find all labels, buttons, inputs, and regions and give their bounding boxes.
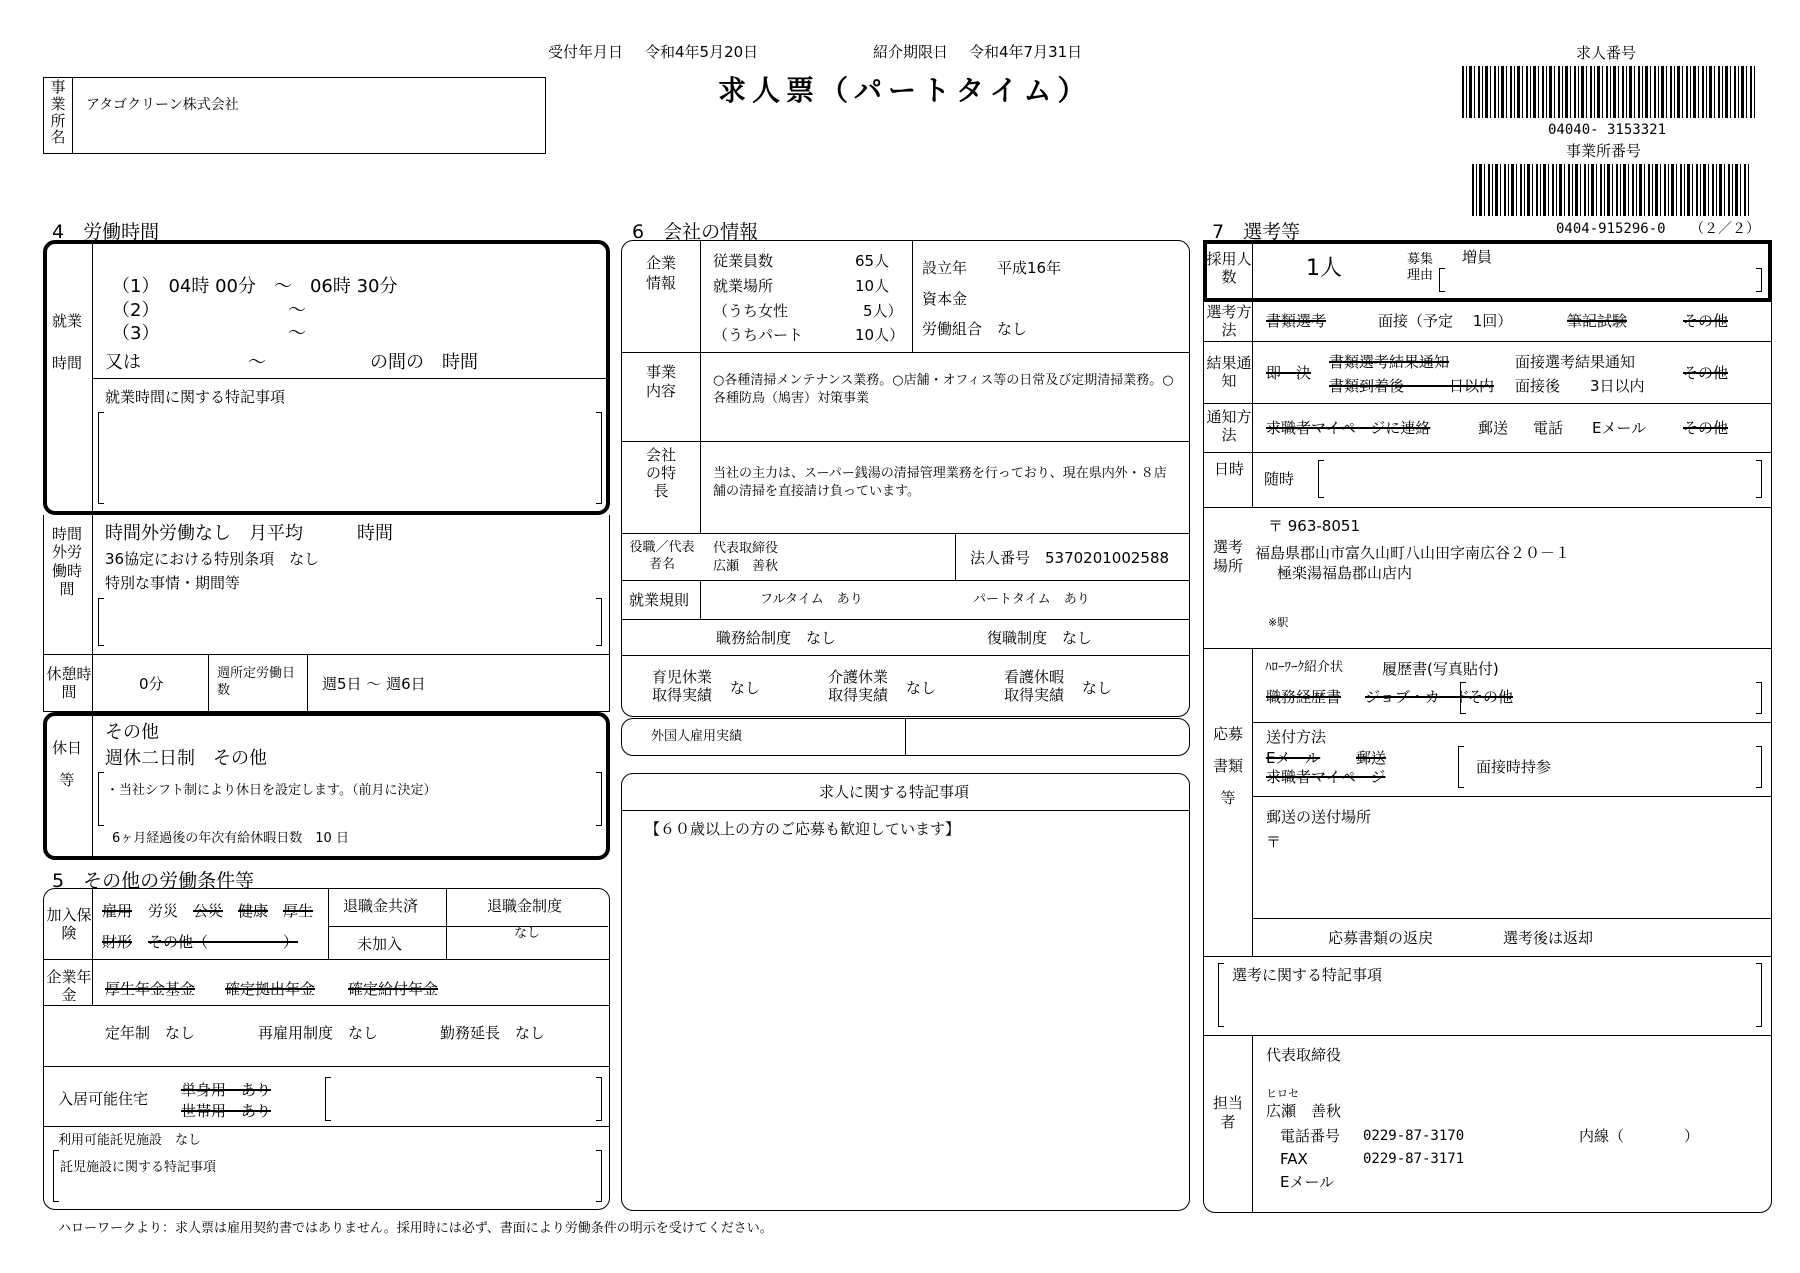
holiday2: 週休二日制 その他 bbox=[105, 748, 267, 769]
send-label: 送付方法 bbox=[1266, 728, 1327, 746]
ins-kenko: 健康 bbox=[238, 902, 269, 920]
overtime-value: 時間外労働なし 月平均 時間 bbox=[105, 523, 393, 544]
part-label: （うちパート bbox=[713, 326, 804, 344]
tel-label: 電話番号 bbox=[1280, 1127, 1341, 1145]
company-box bbox=[43, 77, 546, 154]
selection-note: 選考に関する特記事項 bbox=[1232, 966, 1383, 984]
ext: 内線（ ） bbox=[1579, 1127, 1700, 1145]
rehire: 再雇用制度 なし bbox=[258, 1024, 379, 1042]
reception-label: 受付年月日 bbox=[548, 43, 624, 61]
return-label: 応募書類の返戻 bbox=[1328, 929, 1434, 947]
company-name: アタゴクリーン株式会社 bbox=[86, 97, 239, 113]
pension1: 厚生年金基金 bbox=[105, 980, 196, 998]
business-label: 事業内容 bbox=[646, 363, 677, 400]
care-leave-label: 看護休暇取得実績 bbox=[1004, 668, 1065, 704]
work-hours-label: 就業時間 bbox=[52, 312, 83, 372]
notify-mail: 郵送 bbox=[1478, 419, 1509, 437]
rep-name: 広瀬 善秋 bbox=[713, 559, 779, 574]
page-title: 求人票（パートタイム） bbox=[718, 74, 1092, 107]
docs-label: 応募書類等 bbox=[1213, 725, 1244, 807]
method-label: 選考方法 bbox=[1206, 303, 1252, 339]
rules-full: フルタイム あり bbox=[760, 592, 863, 607]
founded: 設立年 平成16年 bbox=[922, 259, 1062, 277]
doc-career: 職務経歴書 bbox=[1266, 688, 1342, 706]
result-label: 結果通知 bbox=[1206, 354, 1252, 390]
retire-mutual-label: 退職金共済 bbox=[343, 897, 419, 915]
notify-email: Eメール bbox=[1592, 419, 1647, 437]
rep-label: 役職／代表者名 bbox=[629, 540, 695, 572]
weekly-days-label: 週所定労働日数 bbox=[217, 666, 296, 698]
date-label: 日時 bbox=[1213, 460, 1244, 478]
hire-count: 1人 bbox=[1306, 256, 1342, 281]
special-notes-box bbox=[621, 773, 1190, 1211]
housing1: 単身用 あり bbox=[181, 1081, 272, 1099]
extension: 勤務延長 なし bbox=[440, 1024, 546, 1042]
break-label: 休憩時間 bbox=[46, 665, 92, 701]
tilde-row3: ～ bbox=[288, 323, 306, 344]
result-other: その他 bbox=[1683, 364, 1729, 382]
work-hours-note-label: 就業時間に関する特記事項 bbox=[105, 388, 286, 406]
retire-mutual: 未加入 bbox=[357, 935, 403, 953]
job-number-barcode bbox=[1462, 66, 1756, 118]
nursing-leave-label: 介護休業取得実績 bbox=[828, 668, 889, 704]
reason: 増員 bbox=[1462, 248, 1493, 266]
overtime-label: 時間外労働時間 bbox=[52, 525, 83, 598]
notify-other: その他 bbox=[1683, 419, 1729, 437]
special-36: 36協定における特別条項 なし bbox=[105, 550, 320, 568]
rules-part: パートタイム あり bbox=[973, 592, 1090, 607]
pension-label: 企業年金 bbox=[46, 968, 92, 1004]
company-label: 事業所名 bbox=[50, 78, 66, 147]
holiday-label: 休日等 bbox=[52, 739, 83, 789]
method-other: その他 bbox=[1683, 312, 1729, 330]
method-written: 筆記試験 bbox=[1567, 312, 1628, 330]
ins-koyo: 雇用 bbox=[102, 902, 133, 920]
section5-title: 5 その他の労働条件等 bbox=[52, 870, 255, 892]
result-immediate: 即 決 bbox=[1266, 364, 1312, 382]
retirement-age: 定年制 なし bbox=[105, 1024, 196, 1042]
station: ※駅 bbox=[1268, 616, 1289, 629]
women: 5人） bbox=[863, 302, 903, 320]
section4-title: 4 労働時間 bbox=[52, 221, 160, 243]
foreign-label: 外国人雇用実績 bbox=[651, 729, 743, 744]
date-value: 随時 bbox=[1264, 470, 1295, 488]
reception-date: 令和4年5月20日 bbox=[645, 43, 759, 61]
workplace: 10人 bbox=[855, 277, 890, 295]
special-notes-title: 求人に関する特記事項 bbox=[819, 783, 970, 801]
expiry-label: 紹介期限日 bbox=[873, 43, 949, 61]
break-value: 0分 bbox=[139, 675, 164, 693]
pension2: 確定拠出年金 bbox=[225, 980, 316, 998]
doc-jobcard: ジョブ・カード bbox=[1365, 688, 1470, 706]
result-doc-notice: 書類選考結果通知 bbox=[1329, 353, 1450, 371]
pension3: 確定給付年金 bbox=[348, 980, 439, 998]
care-leave: なし bbox=[1082, 679, 1113, 697]
holiday-note: ・当社シフト制により休日を設定します。（前月に決定） bbox=[106, 783, 437, 798]
expiry-date: 令和4年7月31日 bbox=[969, 43, 1083, 61]
send-note: 面接時持参 bbox=[1476, 758, 1552, 776]
special-conditions: 特別な事情・期間等 bbox=[105, 574, 241, 592]
part: 10人） bbox=[855, 326, 905, 344]
childcare: 利用可能託児施設 なし bbox=[58, 1133, 202, 1148]
workplace-label: 就業場所 bbox=[713, 277, 774, 295]
mail-place: 郵送の送付場所 bbox=[1266, 808, 1372, 826]
job-pay: 職務給制度 なし bbox=[716, 629, 837, 647]
send-mypage: 求職者マイページ bbox=[1266, 768, 1386, 786]
work-hours-row2: （2） bbox=[112, 300, 160, 321]
rep-title: 代表取締役 bbox=[713, 541, 779, 556]
childcare-leave-label: 育児休業取得実績 bbox=[652, 668, 713, 704]
address2: 極楽湯福島郡山店内 bbox=[1277, 564, 1413, 582]
feature-content: 当社の主力は、スーパー銭湯の清掃管理業務を行っており、現在県内外・８店舗の清掃を直接請け負っています。 bbox=[713, 466, 1167, 499]
reason-label: 募集理由 bbox=[1406, 252, 1433, 284]
fax-label: FAX bbox=[1280, 1150, 1308, 1168]
email-label: Eメール bbox=[1280, 1173, 1335, 1191]
fax: 0229-87-3171 bbox=[1363, 1151, 1465, 1167]
weekly-days: 週5日 ～ 週6日 bbox=[322, 675, 426, 693]
address1: 福島県郡山市富久山町八山田字南広谷２０－１ bbox=[1255, 544, 1571, 562]
section7-title: 7 選考等 bbox=[1212, 221, 1301, 243]
special-notes-body: 【６０歳以上の方のご応募も歓迎しています】 bbox=[645, 820, 961, 838]
ins-kosai: 公災 bbox=[193, 902, 224, 920]
contact-title: 代表取締役 bbox=[1266, 1046, 1342, 1064]
or-label: 又は bbox=[105, 352, 141, 373]
work-hours-row1: （1） 04時 00分 ～ 06時 30分 bbox=[112, 276, 398, 297]
zip: 〒 963-8051 bbox=[1268, 517, 1360, 535]
work-hours-row3: （3） bbox=[112, 323, 160, 344]
corp-number: 法人番号 5370201002588 bbox=[970, 549, 1170, 567]
page-number: （２／２） bbox=[1690, 221, 1760, 237]
tel: 0229-87-3170 bbox=[1363, 1128, 1465, 1144]
place-label: 選考場所 bbox=[1213, 538, 1244, 575]
ins-zaikei: 財形 bbox=[102, 933, 133, 951]
result-doc-after: 書類到着後 日以内 bbox=[1329, 377, 1495, 395]
employees-label: 従業員数 bbox=[713, 252, 774, 270]
reinstate: 復職制度 なし bbox=[987, 629, 1093, 647]
housing-label: 入居可能住宅 bbox=[58, 1090, 149, 1108]
contact-name: 広瀬 善秋 bbox=[1266, 1102, 1342, 1120]
rules-label: 就業規則 bbox=[629, 591, 690, 609]
union: 労働組合 なし bbox=[922, 320, 1028, 338]
childcare-leave: なし bbox=[730, 679, 761, 697]
retire-system: なし bbox=[514, 926, 541, 941]
method-interview: 面接（予定 1回） bbox=[1378, 312, 1513, 330]
job-number-label: 求人番号 bbox=[1576, 44, 1637, 62]
doc-intro: ﾊﾛｰﾜｰｸ紹介状 bbox=[1265, 660, 1344, 675]
send-email: Eメール bbox=[1266, 749, 1321, 767]
contact-kana: ヒロセ bbox=[1266, 1087, 1299, 1100]
mail-zip: 〒 bbox=[1266, 833, 1282, 851]
office-number-label: 事業所番号 bbox=[1566, 142, 1642, 160]
method-docs: 書類選考 bbox=[1266, 312, 1327, 330]
nursing-leave: なし bbox=[906, 679, 937, 697]
office-number: 0404-915296-0 bbox=[1556, 221, 1666, 237]
result-int-after: 面接後 3日以内 bbox=[1515, 377, 1645, 395]
employees: 65人 bbox=[855, 252, 890, 270]
ins-other: その他（ ） bbox=[148, 933, 299, 951]
send-mail: 郵送 bbox=[1356, 749, 1387, 767]
result-int-notice: 面接選考結果通知 bbox=[1515, 353, 1636, 371]
notify-phone: 電話 bbox=[1533, 419, 1564, 437]
housing2: 世帯用 あり bbox=[181, 1102, 272, 1120]
between-label: の間の 時間 bbox=[370, 352, 478, 373]
holiday1: その他 bbox=[105, 722, 159, 743]
tilde-row2: ～ bbox=[288, 300, 306, 321]
capital: 資本金 bbox=[922, 290, 968, 308]
notify-mypage: 求職者マイページに連絡 bbox=[1266, 419, 1431, 437]
ins-kosei: 厚生 bbox=[283, 902, 314, 920]
notify-label: 通知方法 bbox=[1206, 408, 1252, 444]
company-info-label: 企業情報 bbox=[646, 254, 677, 292]
business-content: ○各種清掃メンテナンス業務。○店舗・オフィス等の日常及び定期清掃業務。○各種防鳥（鳩害）対策事業 bbox=[713, 373, 1174, 406]
feature-label: 会社の特長 bbox=[646, 446, 677, 500]
doc-other: その他 bbox=[1468, 688, 1514, 706]
hire-label: 採用人数 bbox=[1206, 250, 1252, 286]
contact-label: 担当者 bbox=[1213, 1094, 1244, 1131]
women-label: （うち女性 bbox=[713, 302, 789, 320]
ins-rosai: 労災 bbox=[148, 902, 179, 920]
tilde-or: ～ bbox=[248, 352, 266, 373]
paid-leave: 6ヶ月経過後の年次有給休暇日数 10 日 bbox=[112, 831, 349, 846]
return-value: 選考後は返却 bbox=[1503, 929, 1594, 947]
footer-note: ハローワークより：求人票は雇用契約書ではありません。採用時には必ず、書面により労働条件の明示を受けてください。 bbox=[58, 1221, 773, 1236]
job-number: 04040- 3153321 bbox=[1548, 122, 1667, 138]
doc-resume: 履歴書(写真貼付) bbox=[1382, 660, 1499, 678]
retire-system-label: 退職金制度 bbox=[487, 897, 563, 915]
section6-title: 6 会社の情報 bbox=[632, 221, 759, 243]
insurance-label: 加入保険 bbox=[46, 906, 92, 942]
office-number-barcode bbox=[1472, 164, 1750, 216]
childcare-note: 託児施設に関する特記事項 bbox=[60, 1160, 217, 1175]
